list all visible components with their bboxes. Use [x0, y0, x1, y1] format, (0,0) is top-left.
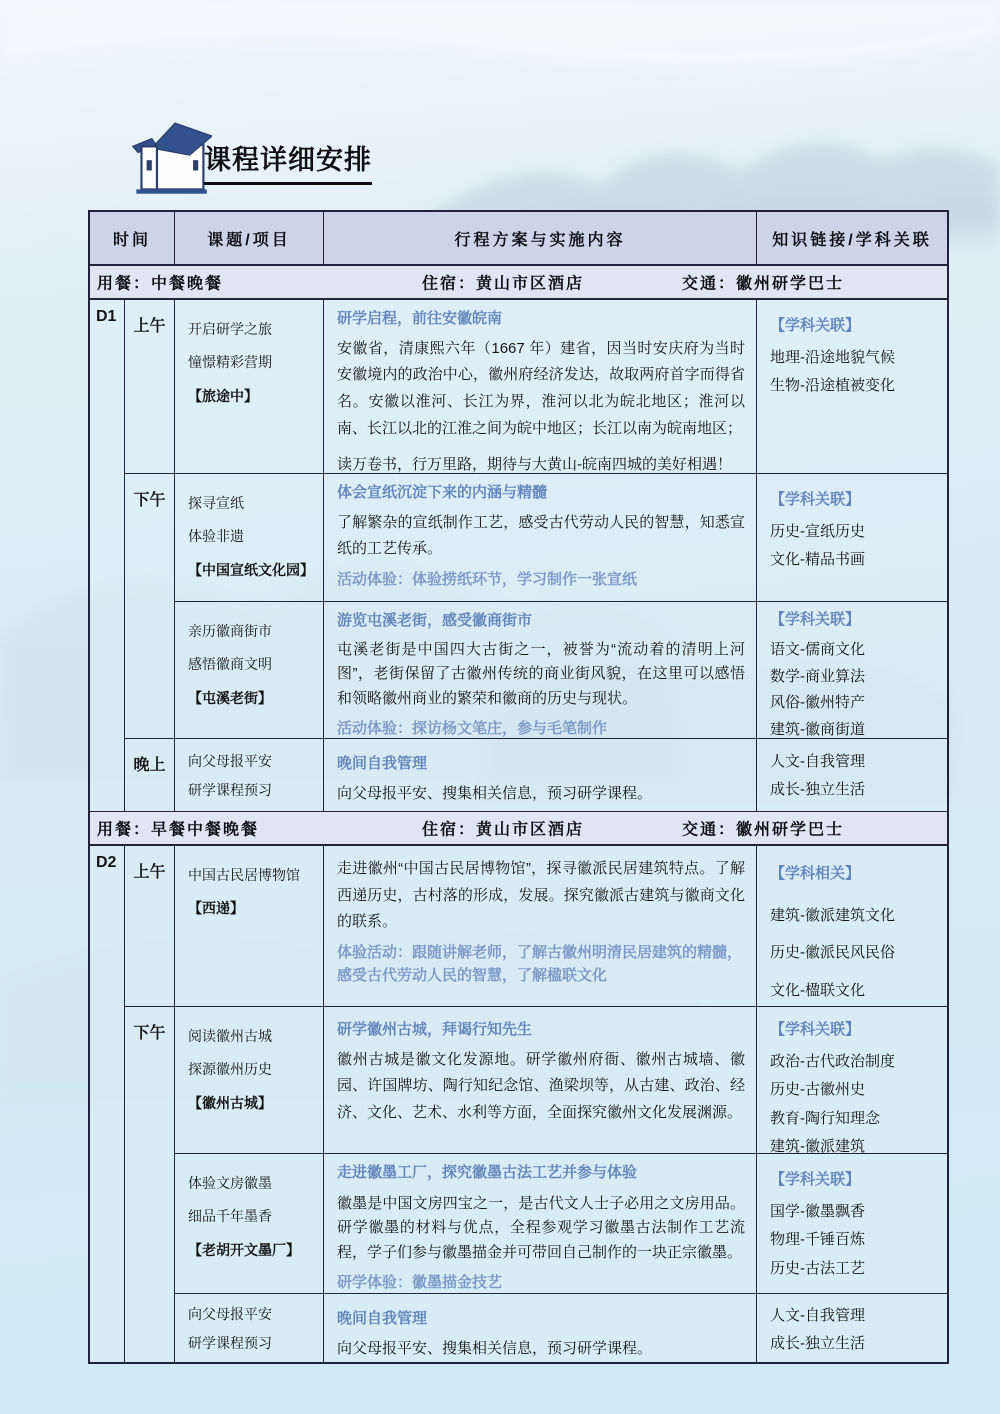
day-label-d2: D2 [90, 846, 125, 1362]
content-paragraph: 走进徽州“中国古民居博物馆”，探寻徽派民居建筑特点。了解西递历史，古村落的形成，发展。探究徽派古建筑与徽商文化的联系。 [337, 860, 745, 931]
topic-cell [175, 1007, 324, 1154]
topic-location: 【徽州古城】 [188, 1094, 272, 1111]
content-cell [324, 1007, 757, 1154]
links-heading: 【学科关联】 [770, 491, 861, 508]
links-heading: 【学科关联】 [770, 1021, 861, 1038]
topic-cell [175, 602, 324, 739]
content-heading: 晚间自我管理 [337, 755, 428, 772]
meal-info: 用餐：早餐中餐晚餐 [97, 821, 260, 839]
topic-cell [175, 739, 324, 812]
content-heading: 研学启程，前往安徽皖南 [337, 310, 503, 327]
topic-line: 憧憬精彩营期 [188, 354, 272, 371]
content-paragraph: 徽墨是中国文房四宝之一，是古代文人士子必用之文房用品。研学徽墨的材料与优点，全程参观学习徽墨古法制作工艺流程，学子们参与徽墨描金并可带回自己制作的一块正宗徽墨。 [337, 1194, 745, 1262]
page-title: 课程详细安排 [204, 138, 372, 185]
subject-link: 物理-千锤百炼 [770, 1231, 865, 1249]
schedule-table [88, 210, 949, 1364]
header-cell-content: 行程方案与实施内容 [324, 212, 757, 266]
content-cell [324, 602, 757, 739]
subject-link: 建筑-徽派建筑文化 [770, 906, 895, 924]
topic-location: 【西递】 [188, 900, 244, 917]
topic-line: 探源徽州历史 [188, 1061, 272, 1078]
content-cell [324, 846, 757, 1007]
content-cell [324, 739, 757, 812]
subject-link: 历史-古法工艺 [770, 1259, 865, 1277]
content-heading: 研学徽州古城，拜谒行知先生 [337, 1021, 533, 1038]
content-paragraph: 向父母报平安、搜集相关信息，预习研学课程。 [337, 1339, 653, 1357]
time-cell-d1-evening: 晚上 [125, 739, 175, 812]
links-cell [757, 739, 947, 812]
subject-link: 历史-徽派民风民俗 [770, 944, 895, 961]
links-heading: 【学科关联】 [770, 611, 861, 628]
topic-cell [175, 1294, 324, 1362]
hotel-info: 住宿：黄山市区酒店 [422, 275, 585, 293]
subject-link: 建筑-徽派建筑 [770, 1137, 865, 1154]
content-cell [324, 1154, 757, 1294]
links-heading: 【学科关联】 [770, 317, 861, 334]
hotel-info: 住宿：黄山市区酒店 [422, 821, 585, 839]
topic-location: 【旅途中】 [188, 387, 258, 404]
content-paragraph: 屯溪老街是中国四大古街之一，被誉为“流动着的清明上河图”，老街保留了古徽州传统的商业街风貌，在这里可以感悟和领略徽州商业的繁荣和徽商的历史与现状。 [337, 640, 745, 708]
topic-line: 开启研学之旅 [188, 321, 272, 337]
subject-link: 人文-自我管理 [770, 1307, 865, 1324]
topic-line: 体验文房徽墨 [188, 1175, 272, 1191]
header-cell-topic: 课题/项目 [175, 212, 324, 266]
links-cell [757, 602, 947, 739]
content-paragraph: 向父母报平安、搜集相关信息，预习研学课程。 [337, 784, 653, 802]
links-cell [757, 1294, 947, 1362]
topic-line: 阅读徽州古城 [188, 1028, 272, 1044]
topic-line: 研学课程预习 [188, 782, 272, 799]
topic-line: 探寻宣纸 [188, 495, 244, 511]
transport-info: 交通：徽州研学巴士 [682, 275, 845, 293]
header-cell-time: 时间 [90, 212, 175, 266]
subject-link: 建筑-徽商街道 [770, 720, 865, 738]
links-cell [757, 474, 947, 602]
subject-link: 历史-古徽州史 [770, 1081, 865, 1099]
subject-link: 地理-沿途地貌气候 [770, 349, 895, 367]
hui-house-icon [126, 112, 212, 198]
subject-link: 文化-精品书画 [770, 551, 865, 569]
time-cell-d1-afternoon: 下午 [125, 474, 175, 739]
links-cell [757, 1154, 947, 1294]
topic-line: 细品千年墨香 [188, 1208, 272, 1225]
content-paragraph: 了解繁杂的宣纸制作工艺，感受古代劳动人民的智慧，知悉宣纸的工艺传承。 [337, 513, 745, 558]
header-cell-links: 知识链接/学科关联 [757, 212, 947, 266]
meal-bar-d2 [90, 812, 947, 846]
subject-link: 语文-儒商文化 [770, 641, 865, 659]
subject-link: 生物-沿途植被变化 [770, 377, 895, 395]
activity-note: 活动体验：体验捞纸环节，学习制作一张宣纸 [337, 570, 638, 588]
topic-location: 【中国宣纸文化园】 [188, 561, 314, 578]
activity-note: 体验活动：跟随讲解老师，了解古徽州明清民居建筑的精髓，感受古代劳动人民的智慧，了解楹联文化 [337, 944, 743, 984]
content-heading: 走进徽墨工厂，探究徽墨古法工艺并参与体验 [337, 1164, 638, 1181]
topic-cell [175, 1154, 324, 1294]
links-cell [757, 1007, 947, 1154]
subject-link: 历史-宣纸历史 [770, 523, 865, 541]
content-heading: 体会宣纸沉淀下来的内涵与精髓 [337, 484, 548, 501]
activity-note: 活动体验：探访杨文笔庄，参与毛笔制作 [337, 720, 608, 738]
subject-link: 国学-徽墨飘香 [770, 1203, 865, 1221]
topic-line: 感悟徽商文明 [188, 656, 272, 673]
subject-link: 教育-陶行知理念 [770, 1109, 880, 1127]
subject-link: 成长-独立生活 [770, 1335, 865, 1353]
subject-link: 成长-独立生活 [770, 781, 865, 799]
meal-info: 用餐：中餐晚餐 [97, 275, 224, 293]
content-cell [324, 1294, 757, 1362]
content-cell [324, 300, 757, 474]
topic-line: 体验非遗 [188, 528, 244, 545]
subject-link: 风俗-徽州特产 [770, 694, 865, 712]
topic-line: 中国古民居博物馆 [188, 867, 300, 883]
topic-line: 向父母报平安 [188, 1306, 272, 1322]
subject-link: 文化-楹联文化 [770, 981, 865, 999]
content-cell [324, 474, 757, 602]
activity-note: 研学体验：徽墨描金技艺 [337, 1274, 503, 1292]
topic-line: 向父母报平安 [188, 753, 272, 769]
links-heading: 【学科关联】 [770, 1171, 861, 1188]
links-cell [757, 846, 947, 1007]
content-heading: 晚间自我管理 [337, 1310, 428, 1327]
topic-cell [175, 300, 324, 474]
subject-link: 数学-商业算法 [770, 667, 865, 685]
topic-cell [175, 846, 324, 1007]
time-cell-d2-afternoon: 下午 [125, 1007, 175, 1362]
time-cell-d2-morning: 上午 [125, 846, 175, 1007]
time-cell-d1-morning: 上午 [125, 300, 175, 474]
meal-bar-d1 [90, 266, 947, 300]
links-cell [757, 300, 947, 474]
topic-line: 研学课程预习 [188, 1335, 272, 1352]
content-heading: 游览屯溪老街，感受徽商街市 [337, 612, 533, 629]
content-paragraph: 读万卷书，行万里路，期待与大黄山-皖南四城的美好相遇！ [337, 456, 732, 474]
subject-link: 政治-古代政治制度 [770, 1053, 895, 1071]
day-label-d1: D1 [90, 300, 125, 812]
content-paragraph: 安徽省，清康熙六年（1667 年）建省，因当时安庆府为当时安徽境内的政治中心，徽州府经济发达，故取两府首字而得省名。安徽以淮河、长江为界，淮河以北为皖北地区；淮河以南、长江以北的江淮之间为皖中地区；长江以南为皖南地区； [337, 339, 745, 437]
topic-location: 【老胡开文墨厂】 [188, 1241, 300, 1258]
content-paragraph: 徽州古城是徽文化发源地。研学徽州府衙、徽州古城墙、徽园、许国牌坊、陶行知纪念馆、渔梁坝等，从古建、政治、经济、文化、艺术、水利等方面，全面探究徽州文化发展渊源。 [337, 1050, 745, 1121]
topic-line: 亲历徽商街市 [188, 623, 272, 639]
transport-info: 交通：徽州研学巴士 [682, 821, 845, 839]
subject-link: 人文-自我管理 [770, 753, 865, 770]
links-heading: 【学科相关】 [770, 865, 861, 882]
topic-location: 【屯溪老街】 [188, 689, 272, 706]
topic-cell [175, 474, 324, 602]
